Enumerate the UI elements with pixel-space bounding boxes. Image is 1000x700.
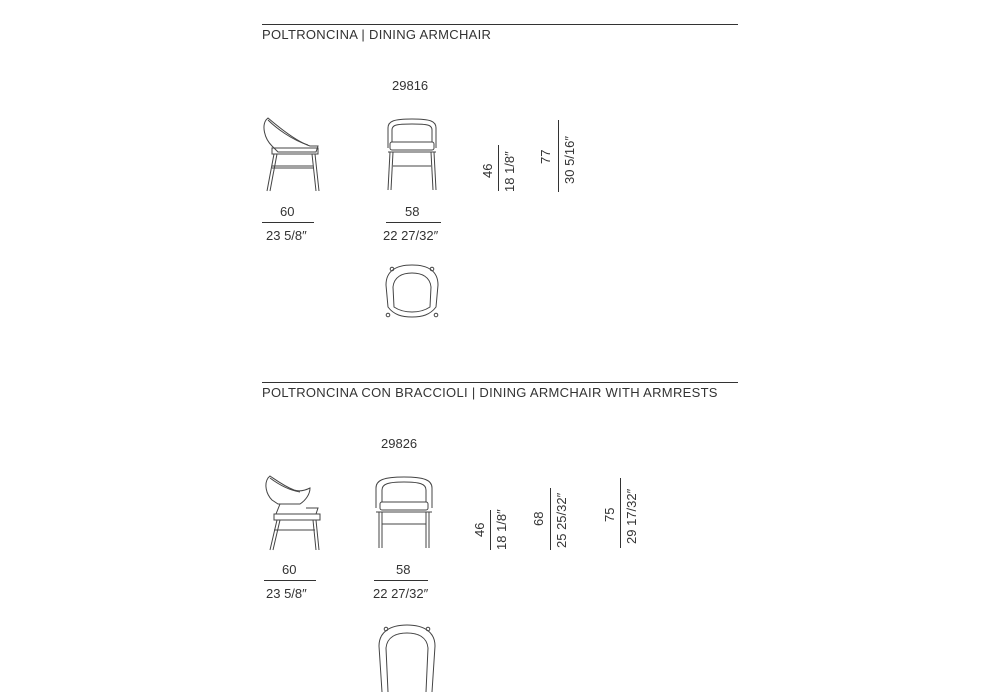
side-view-chair-icon (258, 112, 324, 194)
seat-height-line (490, 510, 491, 550)
total-height-cm: 75 (602, 507, 617, 522)
width-cm: 58 (405, 204, 420, 219)
seat-height-line (498, 145, 499, 191)
total-height-cm: 77 (538, 149, 553, 164)
top-view-chair-icon (382, 263, 442, 321)
width-dimension-line (386, 222, 441, 223)
front-view-chair-icon (384, 118, 440, 192)
width-inches: 22 27/32″ (373, 586, 429, 601)
front-view-chair-icon (374, 476, 434, 550)
armrest-height-inches: 25 25/32″ (554, 492, 569, 548)
depth-dimension-line (264, 580, 316, 581)
width-cm: 58 (396, 562, 411, 577)
total-height-line (620, 478, 621, 548)
total-height-inches: 29 17/32″ (624, 488, 639, 544)
section-divider (262, 24, 738, 25)
total-height-inches: 30 5/16″ (562, 136, 577, 184)
side-view-chair-icon (260, 470, 324, 552)
seat-height-inches: 18 1/8″ (494, 509, 509, 550)
total-height-line (558, 120, 559, 192)
seat-height-inches: 18 1/8″ (502, 151, 517, 192)
seat-height-cm: 46 (472, 522, 487, 537)
armrest-height-line (550, 488, 551, 550)
section-title: POLTRONCINA CON BRACCIOLI | DINING ARMCHAIR WITH ARMRESTS (262, 385, 718, 400)
depth-inches: 23 5/8″ (266, 586, 307, 601)
product-code: 29826 (381, 436, 418, 451)
section-title: POLTRONCINA | DINING ARMCHAIR (262, 27, 492, 42)
product-code: 29816 (392, 78, 429, 93)
width-dimension-line (374, 580, 428, 581)
top-view-chair-icon (376, 622, 438, 700)
armrest-height-cm: 68 (531, 511, 546, 526)
depth-cm: 60 (280, 204, 295, 219)
depth-cm: 60 (282, 562, 297, 577)
section-divider (262, 382, 738, 383)
seat-height-cm: 46 (480, 163, 495, 178)
depth-dimension-line (262, 222, 314, 223)
width-inches: 22 27/32″ (383, 228, 439, 243)
depth-inches: 23 5/8″ (266, 228, 307, 243)
